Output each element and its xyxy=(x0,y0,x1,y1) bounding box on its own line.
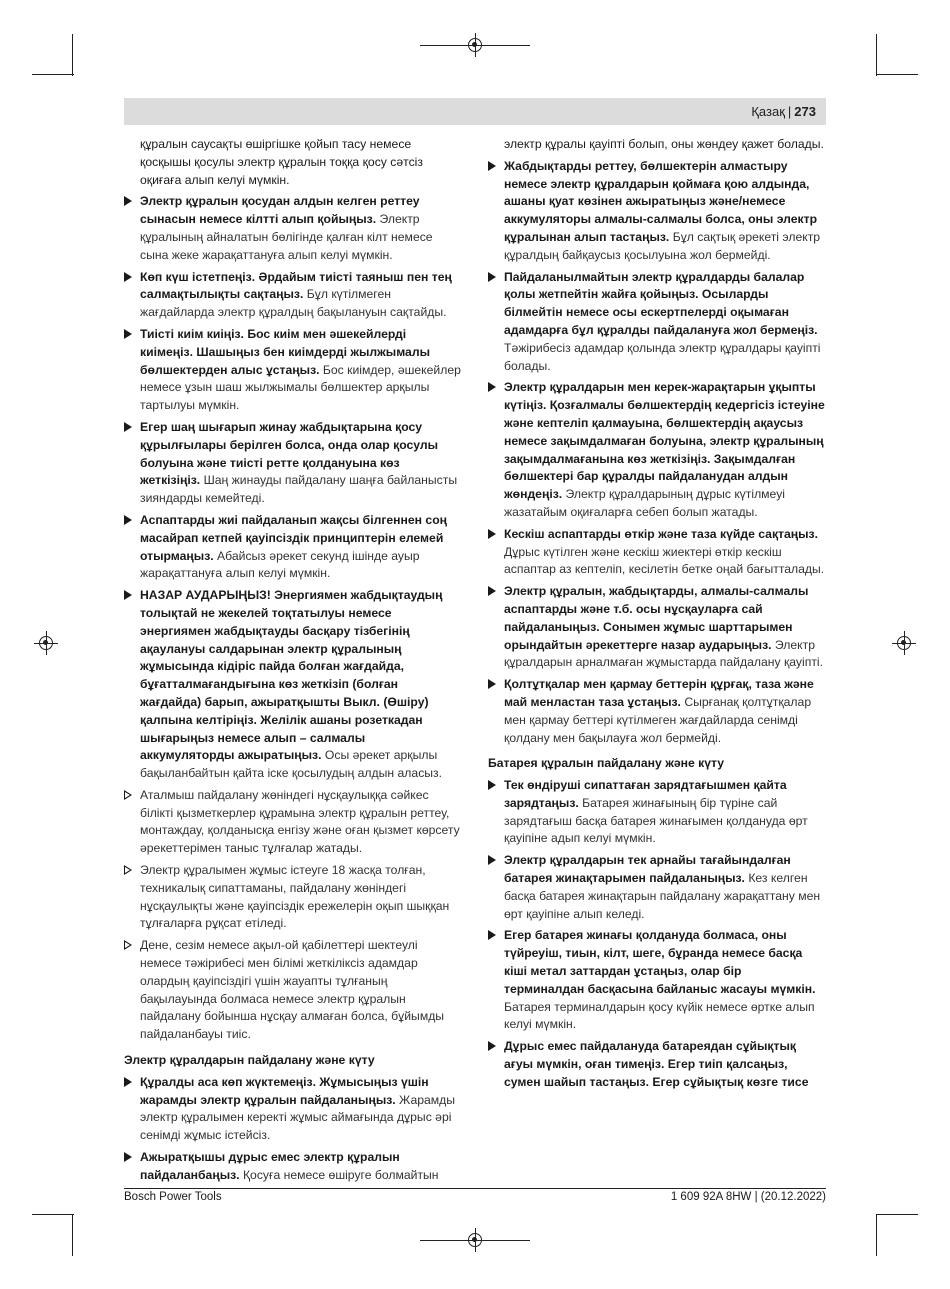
page-number: 273 xyxy=(794,104,816,119)
list-item xyxy=(124,326,461,415)
item-bold: Дұрыс емес пайдалануда батареядан сұйықтық ағуы мүмкін, оған тимеңіз. Егер тиіп қалсаңыз, сумен шайып тастаңыз. Егер сұйықтық көзге тисе xyxy=(504,1039,809,1089)
list-item xyxy=(488,526,825,579)
item-bold: Аспаптарды жиі пайдаланып жақсы білгеннен соң масайрап кетпей қауіпсіздік принциптерін елемей отырмаңыз. xyxy=(140,512,448,563)
item-text: Бос киімдер, әшекейлер немесе ұзын шаш жылжымалы бөлшектер арқылы тартылуы мүмкін. xyxy=(140,362,461,413)
right-column xyxy=(488,136,825,1096)
bullet-triangle-icon xyxy=(488,1041,496,1051)
item-bold: Ажыратқышы дұрыс емес электр құралын пайдаланбаңыз. xyxy=(140,1150,400,1182)
footer-brand: Bosch Power Tools xyxy=(124,1191,222,1203)
item-text: Электр құралдарының дұрыс күтілмеуі жазатайым оқиғаларға себеп болып жатады. xyxy=(504,487,786,519)
left-column xyxy=(124,136,461,1189)
item-text: Сырғанақ қолтұтқалар мен қармау беттері күтілмеген жағдайларда сенімді қолдану мен бақылауға жол бермейді. xyxy=(504,694,812,745)
bullet-triangle-icon xyxy=(124,1077,132,1087)
header-text xyxy=(751,104,816,119)
crop-mark xyxy=(32,1214,74,1215)
registration-mark-right xyxy=(897,636,911,650)
item-bold: Егер батарея жинағы қолдануда болмаса, оны түйреуіш, тиын, кілт, шеге, бұранда немесе басқа кіші метал заттардан ұстаңыз, олар бір терминалдан басқасына байланыс жасауы мүмкін. xyxy=(504,928,816,996)
bullet-triangle-outline-icon xyxy=(124,865,132,875)
section-title: Электр құралдарын пайдалану және күту xyxy=(124,1053,375,1068)
item-text: Шаң жинауды пайдалану шаңға байланысты зияндарды кемейтеді. xyxy=(140,473,458,506)
list-item xyxy=(124,1149,461,1185)
header-separator: | xyxy=(787,104,792,119)
list-item xyxy=(488,852,825,923)
list-item xyxy=(488,269,825,376)
item-bold: Тиісті киім киіңіз. Бос киім мен әшекейлерді киімеңіз. Шашыңыз бен киімдерді жылжымалы бөлшектерден алыс ұстаңыз. xyxy=(140,326,430,377)
item-text: Бұл сақтық әрекеті электр құралдың байқаусыз қосылуына жол бермейді. xyxy=(504,229,821,262)
item-bold: Электр құралдарын мен керек-жарақтарын ұқыпты күтіңіз. Қозғалмалы бөлшектердің кедергісіз істеуіне және кептеліп қалмауына, бөлшектердің ақаусыз немесе зақымдалмаған болуына, электр құралының зақымдалмағанына көз жеткізіңіз. Зақымдалған бөлшектері бар құралды пайдаланудан алдын жөндеңіз. xyxy=(504,380,825,502)
bullet-triangle-icon xyxy=(124,196,132,206)
crop-mark xyxy=(876,1214,918,1215)
list-item xyxy=(124,1074,461,1145)
bullet-triangle-icon xyxy=(124,515,132,525)
list-item xyxy=(124,862,461,933)
item-text: Дұрыс күтілген және кескіш жиектері өткір кескіш аспаптар аз кептеліп, кесілетін бетке оңай бағытталады. xyxy=(504,544,825,577)
crop-mark xyxy=(32,74,74,75)
bullet-triangle-outline-icon xyxy=(124,790,132,800)
item-text: Осы әрекет арқылы бақыланбайтын қайта іске қосылудың алдын аласыз. xyxy=(140,748,443,781)
list-item xyxy=(124,269,461,322)
item-bold: Тек өндіруші сипаттаған зарядтағышмен қайта зарядтаңыз. xyxy=(504,778,787,810)
list-item xyxy=(488,583,825,672)
item-bold: Құралды аса көп жүктемеңіз. Жұмысыңыз үшін жарамды электр құралын пайдаланыңыз. xyxy=(140,1074,429,1107)
item-bold: Пайдаланылмайтын электр құралдарды балалар қолы жетпейтін жайға қойыңыз. Осыларды білмейтін немесе осы ескертпелерді оқымаған адамдарға бұл құралды пайдалануға жол бермеңіз. xyxy=(504,269,818,337)
list-item xyxy=(488,1038,825,1091)
item-text: Аталмыш пайдалану жөніндегі нұсқаулыққа сәйкес білікті қызметкерлер құрамына электр құралын реттеу, монтаждау, қолданысқа енгізу және оған қызмет көрсету әрекеттерімен таныс тұлғалар жатады. xyxy=(140,787,460,856)
list-item xyxy=(124,587,461,783)
list-item xyxy=(124,937,461,1044)
item-text: Қосуға немесе өшіруге болмайтын xyxy=(239,1167,439,1182)
item-text: Жарамды электр құралымен керекті жұмыс аймағында дұрыс әрі сенімді жұмыс істейсіз. xyxy=(140,1092,456,1143)
bullet-triangle-icon xyxy=(488,382,496,392)
item-text: Батарея жинағының бір түріне сай зарядтағыш басқа батарея жинағымен қолдануда өрт қауіпіне адып келуі мүмкін. xyxy=(504,795,808,846)
item-text: Электр құралымен жұмыс істеуге 18 жасқа толған, техникалық сипаттаманы, пайдалану жөніндегі нұсқаулықты және қауіпсіздік ережелерін оқып шыққан тұлғаларға рұқсат етіледі. xyxy=(140,863,450,931)
list-item xyxy=(124,419,461,508)
item-text: Бұл күтілмеген жағдайларда электр құралдың бақылануын сақтайды. xyxy=(140,287,447,320)
footer-rule xyxy=(124,1188,826,1189)
list-item xyxy=(488,777,825,848)
item-text: Кез келген басқа батарея жинақтарын пайдалану жарақаттану мен өрт қауіпіне алып келеді. xyxy=(504,871,821,921)
item-bold: Электр құралын, жабдықтарды, алмалы-салмалы аспаптарды және т.б. осы нұсқауларға сай пайдаланыңыз. Сонымен жұмыс шарттарымен орындайтын әрекеттерге назар аударыңыз. xyxy=(504,584,809,652)
crop-mark xyxy=(876,1214,877,1256)
registration-mark-left xyxy=(39,636,53,650)
bullet-triangle-icon xyxy=(124,422,132,432)
bullet-triangle-icon xyxy=(124,590,132,600)
item-bold: Электр құралдарын тек арнайы тағайындалған батарея жинақтарымен пайдаланыңыз. xyxy=(504,853,791,886)
header-language: Қазақ xyxy=(751,104,785,119)
paragraph: электр құралы қауіпті болып, оны жөндеу қажет болады. xyxy=(504,137,824,151)
item-bold: НАЗАР АУДАРЫҢЫЗ! Энергиямен жабдықтаудың толықтай не жекелей тоқтатылуы немесе энергиямен жабдықтауды басқару тізбегінің ақаулануы салдарынан электр құралының жұмысында кідіріс пайда болған жағдайда, бұғатталмағандығына көз жеткізіп (болған жағдайда) барып, ажыратқышты Выкл. (Өшіру) қалпына келтіріңіз. Желілік ашаны розеткадан шығарыңыз немесе алып – салмалы аккумуляторды ажыратыңыз. xyxy=(140,588,443,763)
paragraph: құралын саусақты өшіргішке қойып тасу немесе қосқышы қосулы электр құралын тоққа қосу сәтсіз оқиғаға алып келуі мүмкін. xyxy=(140,137,423,187)
item-text: Батарея терминалдарын қосу күйік немесе өртке алып келуі мүмкін. xyxy=(504,999,815,1032)
bullet-triangle-icon xyxy=(488,679,496,689)
registration-mark-bottom xyxy=(468,1233,482,1247)
item-text: Электр құралының айналатын бөлігінде қалған кілт немесе сына жеке жарақаттануға алып келуі мүмкін. xyxy=(140,212,433,262)
bullet-triangle-icon xyxy=(124,1152,132,1162)
item-bold: Жабдықтарды реттеу, бөлшектерін алмастыру немесе электр құралдарын қоймаға қою алдында, ашаны қуат көзінен ажыратыңыз және/немесе аккумуляторы алмалы-салмалы болса, оны электр құралынан алып тастаңыз. xyxy=(504,158,818,244)
item-text: Абайсыз әрекет секунд ішінде ауыр жарақаттануға алып келуі мүмкін. xyxy=(140,548,420,581)
list-item xyxy=(488,927,825,1034)
page-header xyxy=(124,98,826,125)
item-bold: Кескіш аспаптарды өткір және таза күйде сақтаңыз. xyxy=(504,526,819,541)
item-bold: Көп күш істетпеңіз. Әрдайым тиісті таяныш пен тең салмақтылықты сақтаңыз. xyxy=(140,269,452,302)
list-item xyxy=(488,676,825,747)
item-bold: Егер шаң шығарып жинау жабдықтарына қосу құрылғылары берілген болса, онда олар қосулы болуына және тиісті ретте қолдануына көз жеткізіңіз. xyxy=(140,419,439,488)
section-title: Батарея құралын пайдалану және күту xyxy=(488,756,725,771)
item-bold: Қолтұтқалар мен қармау беттерін құрғақ, таза және май менластан таза ұстаңыз. xyxy=(504,677,814,709)
footer-doc-code: 1 609 92A 8HW | (20.12.2022) xyxy=(670,1191,826,1203)
item-text: Дене, сезім немесе ақыл-ой қабілеттері шектеулі немесе тәжірибесі мен білімі жеткіліксіз адамдар олардың қауіпсіздігі үшін жауапты тұлғаның бақылауында болмаса немесе электр құралын пайдалану бойынша нұсқау алмаған болса, бұйымды пайдаланбауы тиіс. xyxy=(140,938,445,1042)
item-text: Тәжірибесіз адамдар қолында электр құралдары қауіпті болады. xyxy=(504,340,821,373)
bullet-triangle-icon xyxy=(124,329,132,339)
crop-mark xyxy=(876,34,877,76)
registration-mark-top xyxy=(468,38,482,52)
bullet-triangle-icon xyxy=(488,272,496,282)
list-item xyxy=(124,193,461,264)
crop-mark xyxy=(876,74,918,75)
list-item xyxy=(488,158,825,265)
bullet-triangle-icon xyxy=(488,780,496,790)
list-item xyxy=(488,379,825,521)
list-item xyxy=(124,787,461,858)
list-item xyxy=(124,512,461,583)
bullet-triangle-icon xyxy=(124,272,132,282)
item-bold: Электр құралын қосудан алдын келген реттеу сынасын немесе кілтті алып қойыңыз. xyxy=(140,194,420,227)
bullet-triangle-outline-icon xyxy=(124,940,132,950)
bullet-triangle-icon xyxy=(488,855,496,865)
bullet-triangle-icon xyxy=(488,529,496,539)
bullet-triangle-icon xyxy=(488,930,496,940)
item-text: Электр құралдарын арналмаған жұмыстарда пайдалану қауіпті. xyxy=(504,637,824,670)
crop-mark xyxy=(72,1214,73,1256)
bullet-triangle-icon xyxy=(488,161,496,171)
crop-mark xyxy=(72,34,73,76)
bullet-triangle-icon xyxy=(488,586,496,596)
